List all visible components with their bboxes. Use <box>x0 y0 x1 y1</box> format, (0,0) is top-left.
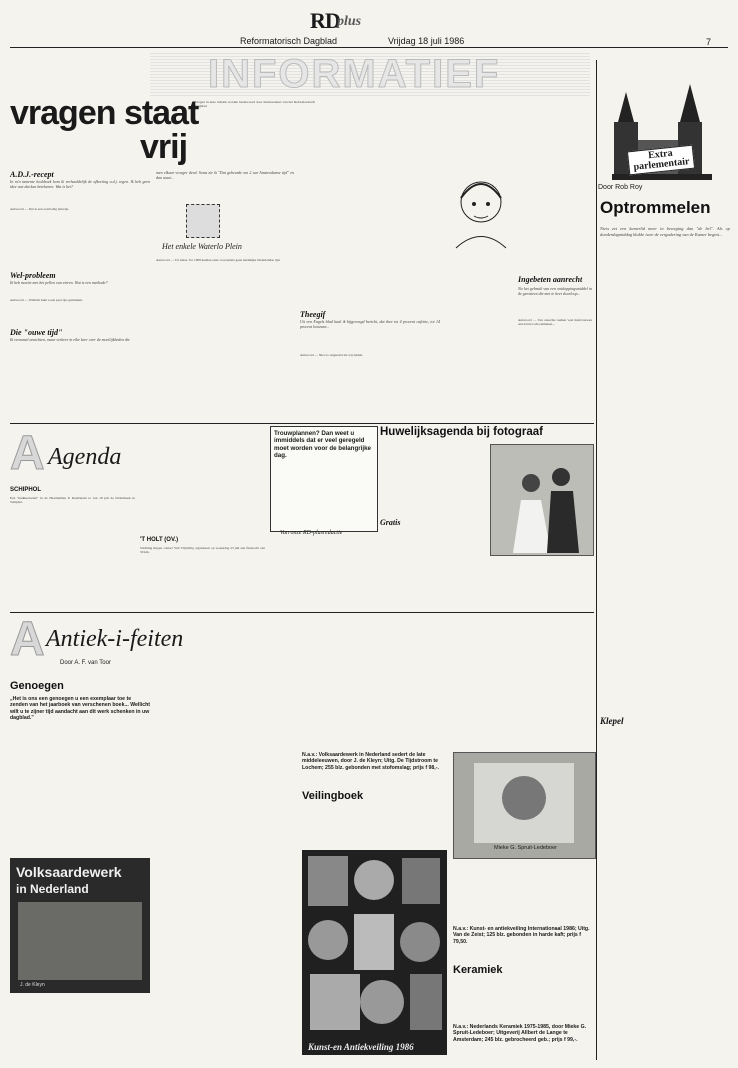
section-heading: Die "ouwe tijd" <box>10 328 63 337</box>
body-text <box>453 862 594 922</box>
cover-photo <box>18 902 142 980</box>
parliament-building-illustration <box>598 62 728 192</box>
cover-author: J. de Kleyn <box>20 982 45 988</box>
agenda-item-text <box>140 478 265 528</box>
klepel-body <box>600 730 730 1050</box>
veilingboek-title: Veilingboek <box>302 790 364 802</box>
antiek-col-2 <box>156 680 296 1058</box>
volkaardewerk-cover <box>10 858 150 993</box>
antiek-byline: Door A. F. van Toor <box>60 660 111 666</box>
trouwplannen-text: Trouwplannen? Dan weet u immiddels dat er veel geregeld moet worden voor de belangrijke dag. <box>274 430 371 460</box>
body-text <box>453 680 594 750</box>
photo-caption: Mieke G. Spruit-Ledeboer <box>494 845 557 851</box>
antiek-initial: A <box>10 613 45 666</box>
answer-text <box>518 170 592 270</box>
optrommelen-title: Optrommelen <box>600 198 711 217</box>
huwelijks-title: Huwelijksagenda bij fotograaf <box>380 426 543 438</box>
keramiek-book-photo <box>453 752 596 859</box>
klepel-title: Klepel <box>600 716 624 726</box>
vragen-intro: Vragen in deze rubriek worden beantwoord door medewerkers van het Reformatorisch Dagblad. <box>195 100 315 109</box>
genoegen-title: Genoegen <box>10 680 64 692</box>
nav-veilingboek: N.a.v.: Kunst- en antiekveiling Internationaal 1986; Uitg. Van de Zeist; 125 blz. gebonden in harde kaft; prijs f 79,50. <box>453 926 590 945</box>
question-text: men elkaar vroeger deed. Soms zie ik "Dat gebeurde om 2 uur Amsterdamse tijd" en dan staat... <box>156 170 294 180</box>
agenda-item-text: Een "knikkertoebel" in de Haarlemmer P. Reisburein te van 18 juli de bibliotheek in Schiphol. <box>10 496 135 505</box>
logo-plus: plus <box>337 14 362 29</box>
masthead <box>210 8 530 48</box>
extra-parlementair-box <box>598 62 728 192</box>
cover-subtitle: in Nederland <box>16 882 89 896</box>
question-text: Na het gebruik van een ontdoppingsmiddel in de geestieen die met te heet doorloop... <box>518 286 592 296</box>
section-heading: Wel-probleem <box>10 271 56 280</box>
trouwplannen-box <box>270 426 378 532</box>
section-heading: A.D.J.-recept <box>10 170 54 179</box>
masthead-rule <box>10 47 728 48</box>
answer-text: Antwoord — Tot klaas. Tot 1908 kenden onze voorouders geen landelijke Nederlandse tijd. <box>156 258 281 262</box>
nav-volkaardewerk: N.a.v.: Volksaardewerk in Nederland sedert de late middeleeuwen, door J. de Kleyn; Uitg. De Tijdstroom te Lochem; 255 blz. gebonden met stofomslag; prijs f 98,-. <box>302 752 439 771</box>
extra-parlementair-label: Extra parlementair <box>627 145 695 176</box>
huwelijks-body <box>380 444 485 514</box>
trouwplannen-body <box>270 540 376 606</box>
page-number: 7 <box>706 37 712 47</box>
paper-name: Reformatorisch Dagblad <box>240 36 338 46</box>
answer-text: Antwoord — Niet zo ongezond als wij zeiden. <box>300 353 364 357</box>
question-text: Ik verzamel ansichten, maar verkeer in elke keer over de moeilijkheden die <box>10 337 130 342</box>
section-heading: Ingebeten aanrecht <box>518 275 583 284</box>
agenda-section <box>10 426 265 606</box>
postage-stamp-image <box>186 204 220 238</box>
agenda-item-text: Stichting Regen contact Velt Vrijwillig organiseert op woensdag 23 juli een fietstocht van 30 km. <box>140 546 265 555</box>
column-rule <box>596 60 597 1060</box>
optrommelen-body <box>600 290 730 710</box>
answer-text: Antwoord — Wellicht kunt u een paar tips gebruiken. <box>10 298 83 302</box>
veilingboek-cover <box>302 850 447 1055</box>
answer-text <box>300 170 440 310</box>
extra-parlementair-byline: Door Rob Roy <box>598 184 643 191</box>
gratis-body <box>380 530 485 608</box>
paper-date: Vrijdag 18 juli 1986 <box>388 36 465 46</box>
optrommelen-column <box>600 198 730 1058</box>
antiek-title: Antiek-i-feiten <box>46 626 184 652</box>
question-text: Uit een Engels blad haal ik bijgevoegd bericht, dat thee tot 4 procent cafeïne, tot 14 procent looizuur... <box>300 319 440 329</box>
gratis-heading: Gratis <box>380 518 401 527</box>
answer-text: Antwoord — Dat is een overbodig lettertje. <box>10 207 70 211</box>
agenda-item-head: 'T HOLT (OV.) <box>140 537 179 543</box>
stamp-caption: Het enkele Waterlo Plein <box>162 242 242 251</box>
agenda-item-head: SCHIPHOL <box>10 487 42 493</box>
genoegen-lead: „Het is ons een genoegen u een exemplaar toe te zenden van het jaarboek van verschenen boek... Wellicht wilt u te zijner tijd aandacht aan dit werk schenken in uw dagblad." <box>10 696 150 722</box>
banner-title: INFORMATIEF <box>208 52 501 96</box>
keramiek-body <box>453 980 594 1020</box>
optrommelen-lead: Niets zet een kamerlid meer in beweging dan "de bel". Als op donderdagmiddag klokke twee de vergadering van de Kamer begint... <box>600 226 730 237</box>
section-heading: Theegif <box>300 310 326 319</box>
wedding-photo <box>490 444 594 556</box>
section-rule <box>10 612 594 613</box>
vragen-col-4 <box>446 170 592 420</box>
question-text: Ik heb moeite met het pellen van eieren. Wat is een methode? <box>10 280 108 285</box>
vragen-title: vragen staat <box>10 94 199 132</box>
genoegen-column <box>10 680 150 1058</box>
cover-caption: Kunst-en Antiekveiling 1986 <box>308 1042 414 1052</box>
antiek-col-4 <box>453 680 594 1058</box>
agenda-initial: A <box>10 427 45 480</box>
question-text: In m'n tamente kookboek kom ik verhaaldelijk de afkorting a.d.j. tegen. Ik heb geen idee wat dat kan betekenen. Wat is het? <box>10 179 150 189</box>
antiek-header <box>10 613 310 672</box>
agenda-title: Agenda <box>48 444 122 470</box>
body-text <box>302 680 447 750</box>
portrait-sketch <box>446 170 516 250</box>
vragen-col-2 <box>156 170 294 420</box>
keramiek-title: Keramiek <box>453 964 503 976</box>
answer-text <box>446 254 516 414</box>
vragen-col-3 <box>300 170 440 420</box>
cover-collage <box>302 850 447 1040</box>
banner <box>150 52 590 96</box>
section-rule <box>10 423 594 424</box>
genoegen-body <box>10 750 150 850</box>
antiek-col-3 <box>302 680 447 1058</box>
veilingboek-body <box>302 804 447 844</box>
cover-title: Volksaardewerk <box>16 864 122 880</box>
logo: RD <box>310 8 340 33</box>
vragen-title-2: vrij <box>140 128 188 166</box>
huwelijks-section <box>380 426 594 611</box>
vragen-col-1 <box>10 170 150 420</box>
nav-keramiek: N.a.v.: Nederlands Keramiek 1975-1985, door Mieke G. Spruit-Ledeboer; Uitgeverij Allbert de Lange te Amsterdam; 245 blz. gebrocheerd geb.; prijs f 99,-. <box>453 1024 587 1043</box>
trouwplannen-footer: Van onze RD-plusredactie <box>280 530 343 536</box>
answer-text: Antwoord — Ten onrechte nemen veel huisvrouwen aan dat het schoonmaken... <box>518 318 592 327</box>
